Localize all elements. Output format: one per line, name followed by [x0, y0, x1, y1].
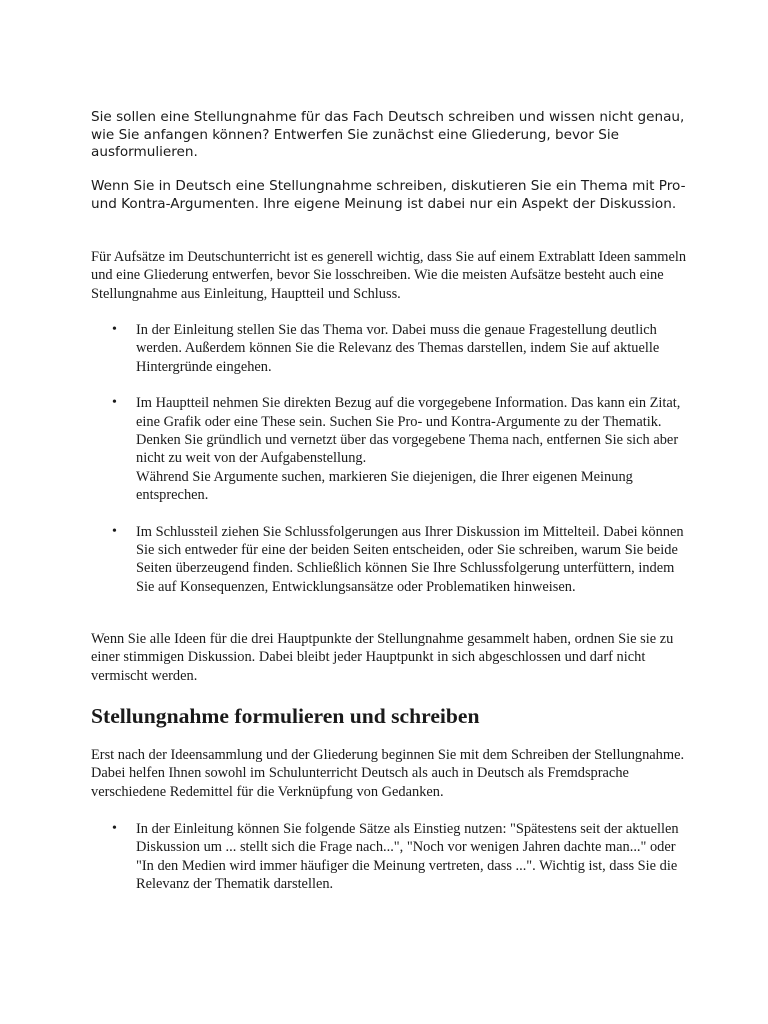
summary-paragraph: Wenn Sie alle Ideen für die drei Hauptpunkte der Stellungnahme gesammelt haben, ordnen Sie sie zu einer stimmigen Diskussion. Dabei bleibt jeder Hauptpunkt in sich abgeschlossen und darf nicht vermischt werden.: [91, 631, 674, 684]
list-item-text: In der Einleitung stellen Sie das Thema vor. Dabei muss die genaue Fragestellung deutlich werden. Außerdem können Sie die Relevanz des Themas darstellen, indem Sie auf aktuelle Hintergründe eingehen.: [136, 322, 660, 375]
phrases-bullet-list: [91, 820, 691, 894]
list-item-text: In der Einleitung können Sie folgende Sätze als Einstieg nutzen: "Spätestens seit der aktuellen Diskussion um ... stellt sich die Frage nach...", "Noch vor wenigen Jahren dachte man..." oder "In den Medien wird immer häufiger die Meinung vertreten, dass ...". Wichtig ist, dass Sie die Relevanz der Thematik darstellen.: [136, 821, 679, 893]
structure-bullet-list: [91, 321, 691, 596]
writing-paragraph: Erst nach der Ideensammlung und der Gliederung beginnen Sie mit dem Schreiben der Stellungnahme. Dabei helfen Ihnen sowohl im Schulunterricht Deutsch als auch in Deutsch als Fremdsprache verschiedene Redemittel für die Verknüpfung von Gedanken.: [91, 747, 685, 800]
intro-paragraph-1: Sie sollen eine Stellungnahme für das Fach Deutsch schreiben und wissen nicht genau, wie Sie anfangen können? Entwerfen Sie zunächst eine Gliederung, bevor Sie ausformulieren.: [91, 109, 685, 160]
intro-paragraph-2: Wenn Sie in Deutsch eine Stellungnahme schreiben, diskutieren Sie ein Thema mit Pro- und Kontra-Argumenten. Ihre eigene Meinung ist dabei nur ein Aspekt der Diskussion.: [91, 178, 686, 212]
structure-paragraph: Für Aufsätze im Deutschunterricht ist es generell wichtig, dass Sie auf einem Extrablatt Ideen sammeln und eine Gliederung entwerfen, bevor Sie losschreiben. Wie die meisten Aufsätze besteht auch eine Stellungnahme aus Einleitung, Hauptteil und Schluss.: [91, 249, 687, 302]
list-item: [91, 820, 691, 894]
list-item-text-continued: Während Sie Argumente suchen, markieren Sie diejenigen, die Ihrer eigenen Meinung entsprechen.: [136, 468, 633, 504]
list-item: [91, 321, 691, 376]
list-item-text: Im Schlussteil ziehen Sie Schlussfolgerungen aus Ihrer Diskussion im Mittelteil. Dabei können Sie sich entweder für eine der beiden Seiten entscheiden, oder Sie schreiben, warum Sie beide Seiten überzeugend finden. Schließlich können Sie Ihre Schlussfolgerung unterfüttern, indem Sie auf Konsequenzen, Entwicklungsansätze oder Problematiken hinweisen.: [136, 523, 684, 595]
list-item: [91, 523, 691, 597]
list-item: [91, 394, 691, 504]
section-heading: Stellungnahme formulieren und schreiben: [91, 704, 480, 728]
list-item-text: • Im Hauptteil nehmen Sie direkten Bezug auf die vorgegebene Information. Das kann ein Zitat, eine Grafik oder eine These sein. Suchen Sie Pro- und Kontra-Argumente zu der Thematik. Denken Sie gründlich und vernetzt über das vorgegebene Thema nach, entfernen Sie sich aber nicht zu weit von der Aufgabenstellung.: [136, 395, 681, 467]
